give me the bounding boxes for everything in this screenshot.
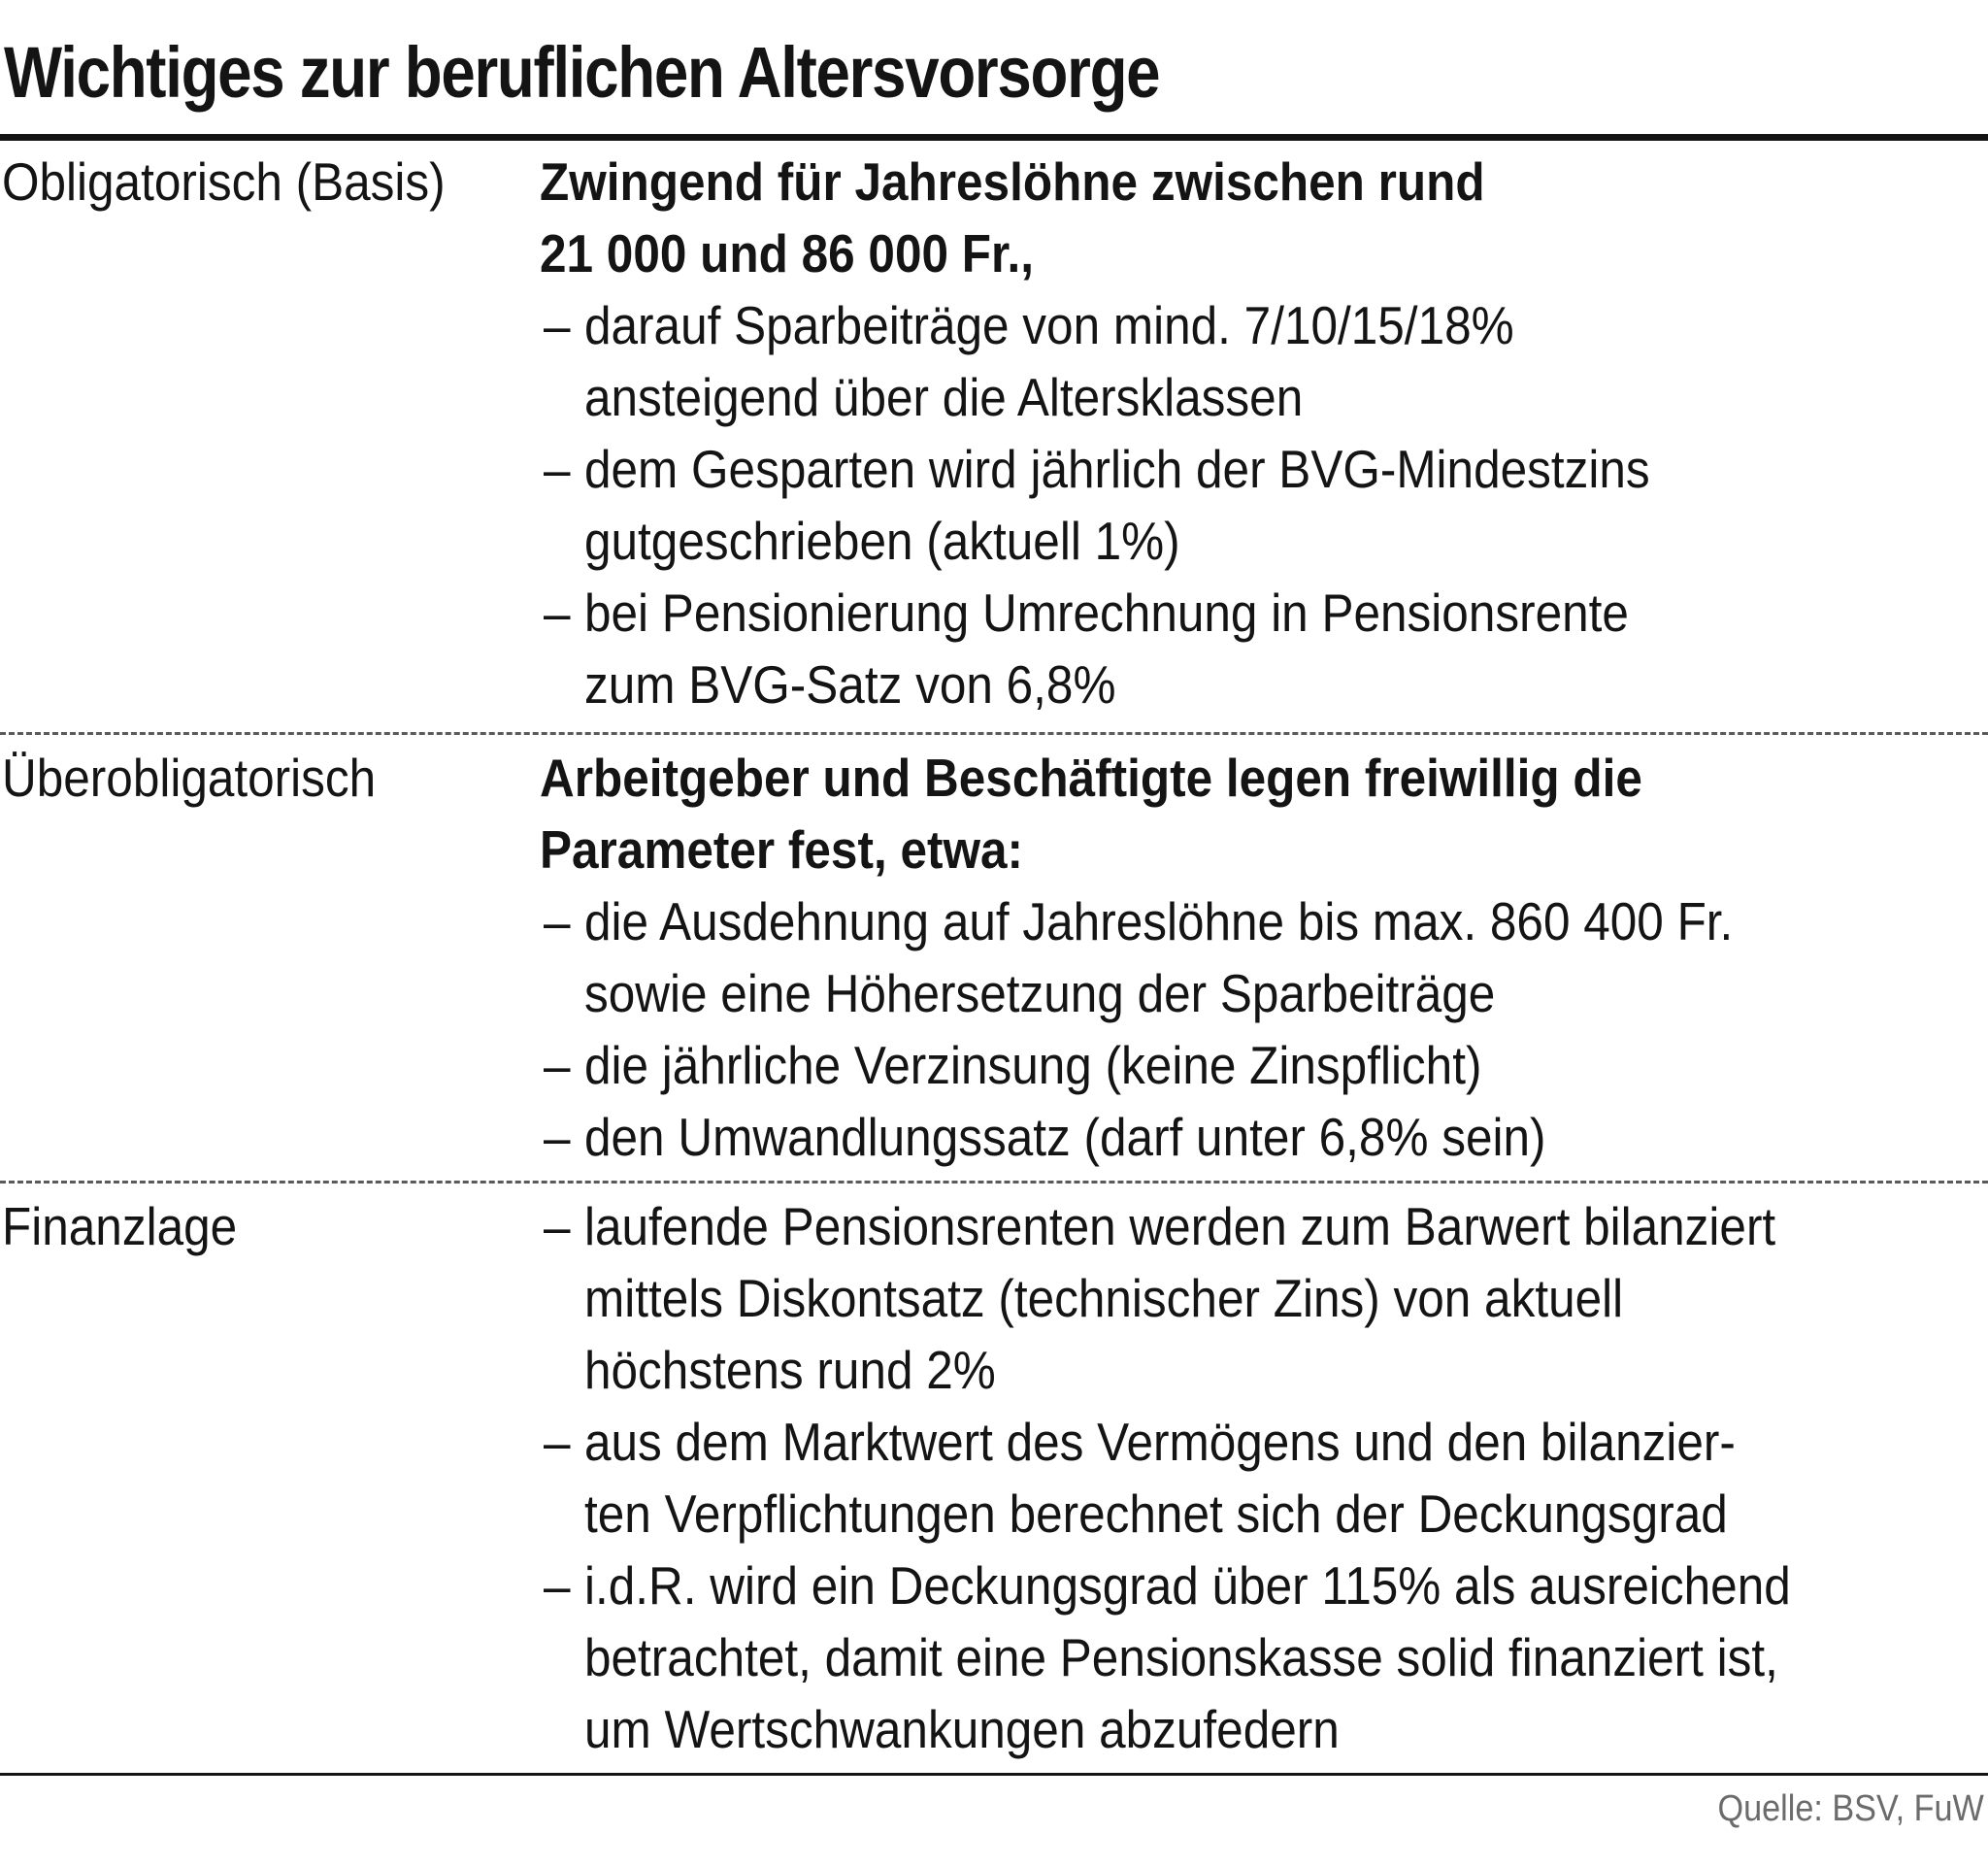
page-title: Wichtiges zur beruflichen Altersvorsorge — [4, 32, 1160, 113]
dash-bullet: – — [544, 1555, 571, 1616]
lead-line: Arbeitgeber und Beschäftigte legen freiwillig die — [540, 748, 1642, 808]
list-item — [540, 433, 1976, 577]
list-item — [540, 885, 1976, 1029]
bullet-line: betrachtet, damit eine Pensionskasse solid finanziert ist, — [584, 1627, 1778, 1687]
bullet-line: gutgeschrieben (aktuell 1%) — [584, 511, 1180, 571]
bullet-list — [540, 885, 1976, 1173]
lead-line: Parameter fest, etwa: — [540, 819, 1023, 880]
dash-bullet: – — [544, 295, 571, 355]
bullet-line: ansteigend über die Altersklassen — [584, 367, 1304, 427]
row-label: Obligatorisch (Basis) — [2, 151, 446, 212]
bullet-line: um Wertschwankungen abzufedern — [584, 1699, 1340, 1759]
bullet-line: zum BVG-Satz von 6,8% — [584, 654, 1116, 715]
bullet-line: laufende Pensionsrenten werden zum Barwert bilanziert — [584, 1196, 1776, 1256]
title-rule — [0, 134, 1988, 141]
dash-bullet: – — [544, 1035, 571, 1095]
source-credit: Quelle: BSV, FuW — [1717, 1788, 1984, 1829]
row-label: Finanzlage — [2, 1196, 238, 1256]
list-item — [540, 1406, 1976, 1550]
bullet-line: die Ausdehnung auf Jahreslöhne bis max. 860 400 Fr. — [584, 891, 1734, 951]
bullet-line: höchstens rund 2% — [584, 1340, 996, 1400]
bullet-line: ten Verpflichtungen berechnet sich der Deckungsgrad — [584, 1484, 1728, 1544]
lead-line: Zwingend für Jahreslöhne zwischen rund — [540, 151, 1485, 212]
dash-bullet: – — [544, 891, 571, 951]
row-divider — [0, 1181, 1988, 1184]
list-item — [540, 1190, 1976, 1406]
row-content — [540, 742, 1976, 1173]
bottom-rule — [0, 1773, 1988, 1776]
row-label: Überobligatorisch — [2, 748, 377, 808]
bullet-line: darauf Sparbeiträge von mind. 7/10/15/18% — [584, 295, 1514, 355]
bullet-line: aus dem Marktwert des Vermögens und den bilanzier- — [584, 1412, 1736, 1472]
bullet-list — [540, 289, 1976, 720]
dash-bullet: – — [544, 1196, 571, 1256]
bullet-line: dem Gesparten wird jährlich der BVG-Mindestzins — [584, 439, 1650, 499]
bullet-line: sowie eine Höhersetzung der Sparbeiträge — [584, 963, 1496, 1023]
list-item — [540, 1029, 1976, 1101]
bullet-list — [540, 1190, 1976, 1765]
dash-bullet: – — [544, 583, 571, 643]
row-content — [540, 1190, 1976, 1765]
list-item — [540, 577, 1976, 720]
list-item — [540, 289, 1976, 433]
bullet-line: die jährliche Verzinsung (keine Zinspflicht) — [584, 1035, 1482, 1095]
list-item — [540, 1101, 1976, 1173]
bullet-line: bei Pensionierung Umrechnung in Pensionsrente — [584, 583, 1629, 643]
bullet-line: mittels Diskontsatz (technischer Zins) von aktuell — [584, 1268, 1624, 1328]
row-divider — [0, 732, 1988, 735]
dash-bullet: – — [544, 1412, 571, 1472]
row-content — [540, 146, 1976, 720]
dash-bullet: – — [544, 439, 571, 499]
dash-bullet: – — [544, 1107, 571, 1167]
list-item — [540, 1550, 1976, 1765]
bullet-line: den Umwandlungssatz (darf unter 6,8% sein) — [584, 1107, 1546, 1167]
bullet-line: i.d.R. wird ein Deckungsgrad über 115% als ausreichend — [584, 1555, 1791, 1616]
lead-line: 21 000 und 86 000 Fr., — [540, 223, 1035, 283]
